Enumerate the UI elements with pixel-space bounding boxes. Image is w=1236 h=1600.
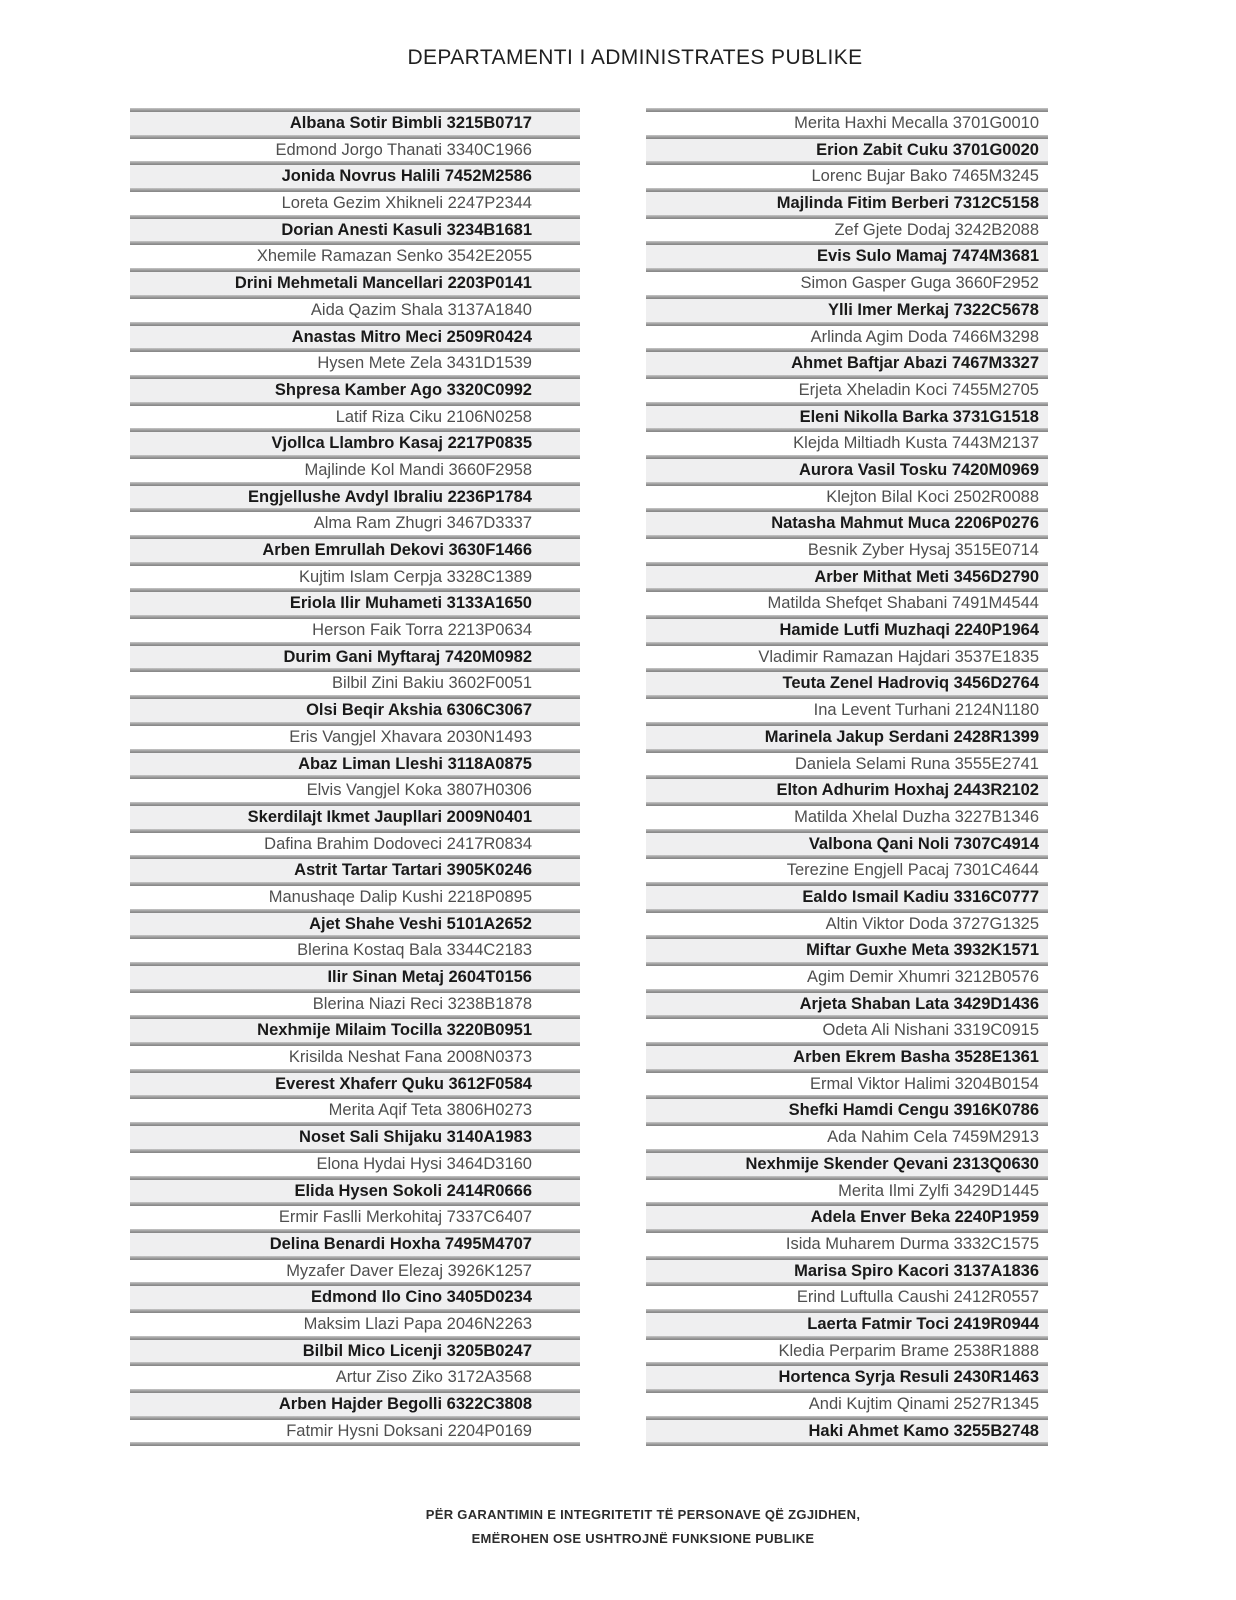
person-entry: Vladimir Ramazan Hajdari 3537E1835 (758, 647, 1039, 666)
person-entry: Eriola Ilir Muhameti 3133A1650 (289, 594, 532, 613)
person-entry: Bilbil Zini Bakiu 3602F0051 (332, 674, 532, 693)
person-entry: Besnik Zyber Hysaj 3515E0714 (807, 541, 1039, 559)
table-row (130, 1313, 580, 1336)
table-row (130, 165, 580, 188)
person-entry: Terezine Engjell Pacaj 7301C4644 (786, 861, 1039, 880)
person-entry: Teuta Zenel Hadroviq 3456D2764 (782, 674, 1039, 693)
person-entry: Loreta Gezim Xhikneli 2247P2344 (281, 194, 532, 213)
person-entry: Isida Muharem Durma 3332C1575 (785, 1234, 1039, 1253)
table-row (646, 619, 1048, 642)
person-entry: Valbona Qani Noli 7307C4914 (808, 834, 1039, 853)
table-row (130, 886, 580, 909)
table-row (646, 192, 1048, 215)
person-entry: Erjeta Xheladin Koci 7455M2705 (798, 380, 1039, 399)
table-row (646, 165, 1048, 188)
table-row (130, 833, 580, 856)
table-row (646, 806, 1048, 829)
table-row (646, 859, 1048, 882)
table-row (130, 1099, 580, 1122)
person-entry: Marinela Jakup Serdani 2428R1399 (764, 727, 1039, 746)
page-title: DEPARTAMENTI I ADMINISTRATES PUBLIKE (407, 46, 863, 69)
table-row (130, 1420, 580, 1443)
person-entry: Alma Ram Zhugri 3467D3337 (313, 514, 532, 533)
table-row (130, 512, 580, 535)
person-entry: Abaz Liman Lleshi 3118A0875 (298, 754, 532, 773)
table-row (646, 1260, 1048, 1283)
table-row (646, 1046, 1048, 1069)
person-entry: Elida Hysen Sokoli 2414R0666 (294, 1181, 532, 1200)
table-row (130, 726, 580, 749)
table-row (646, 1099, 1048, 1122)
table-row (130, 112, 580, 135)
person-entry: Kujtim Islam Cerpja 3328C1389 (299, 567, 532, 586)
person-entry: Edmond Jorgo Thanati 3340C1966 (275, 140, 532, 159)
person-entry: Ilir Sinan Metaj 2604T0156 (327, 968, 532, 986)
person-entry: Myzafer Daver Elezaj 3926K1257 (286, 1261, 532, 1280)
table-row (130, 566, 580, 589)
footer-note (0, 1503, 1236, 1550)
table-row (646, 939, 1048, 962)
table-row (130, 1046, 580, 1069)
person-entry: Ealdo Ismail Kadiu 3316C0777 (802, 887, 1039, 906)
person-entry: Olsi Beqir Akshia 6306C3067 (306, 701, 532, 720)
table-row (130, 1126, 580, 1149)
person-entry: Ermal Viktor Halimi 3204B0154 (810, 1074, 1039, 1093)
table-row (130, 432, 580, 455)
person-entry: Maksim Llazi Papa 2046N2263 (303, 1314, 532, 1333)
person-entry: Arben Emrullah Dekovi 3630F1466 (262, 541, 532, 559)
table-row (646, 646, 1048, 669)
person-entry: Natasha Mahmut Muca 2206P0276 (771, 514, 1039, 533)
person-entry: Shpresa Kamber Ago 3320C0992 (274, 380, 532, 399)
table-row (646, 672, 1048, 695)
person-entry: Ajet Shahe Veshi 5101A2652 (309, 914, 532, 933)
person-entry: Artur Ziso Ziko 3172A3568 (335, 1368, 532, 1387)
person-entry: Vjollca Llambro Kasaj 2217P0835 (271, 434, 532, 453)
person-entry: Dorian Anesti Kasuli 3234B1681 (281, 220, 532, 239)
person-entry: Majlinda Fitim Berberi 7312C5158 (776, 194, 1039, 213)
person-entry: Andi Kujtim Qinami 2527R1345 (808, 1395, 1039, 1413)
table-row (646, 245, 1048, 268)
table-row (130, 1260, 580, 1283)
table-row (130, 1153, 580, 1176)
person-entry: Haki Ahmet Kamo 3255B2748 (808, 1421, 1039, 1440)
table-row (130, 245, 580, 268)
person-entry: Manushaqe Dalip Kushi 2218P0895 (268, 887, 532, 906)
table-row (646, 326, 1048, 349)
person-entry: Laerta Fatmir Toci 2419R0944 (807, 1314, 1039, 1333)
table-row (646, 1180, 1048, 1203)
table-row (646, 1366, 1048, 1389)
person-entry: Anastas Mitro Meci 2509R0424 (291, 327, 532, 346)
table-row (646, 219, 1048, 242)
table-row (646, 432, 1048, 455)
person-entry: Daniela Selami Runa 3555E2741 (794, 754, 1039, 773)
table-row (130, 1206, 580, 1229)
person-entry: Arjeta Shaban Lata 3429D1436 (799, 994, 1039, 1013)
table-row (130, 646, 580, 669)
table-row (130, 966, 580, 989)
table-row (646, 779, 1048, 802)
table-row (646, 459, 1048, 482)
table-row (130, 1180, 580, 1203)
table-row (646, 699, 1048, 722)
person-entry: Simon Gasper Guga 3660F2952 (800, 274, 1039, 293)
person-entry: Dafina Brahim Dodoveci 2417R0834 (264, 834, 532, 853)
person-entry: Astrit Tartar Tartari 3905K0246 (294, 861, 532, 880)
table-row (130, 406, 580, 429)
person-entry: Elona Hydai Hysi 3464D3160 (316, 1154, 532, 1173)
table-row (130, 539, 580, 562)
table-row (130, 272, 580, 295)
table-row (646, 1233, 1048, 1256)
table-row (130, 1366, 580, 1389)
person-entry: Durim Gani Myftaraj 7420M0982 (283, 647, 532, 666)
person-entry: Hamide Lutfi Muzhaqi 2240P1964 (779, 621, 1039, 640)
person-entry: Eris Vangjel Xhavara 2030N1493 (289, 727, 532, 746)
table-row (646, 833, 1048, 856)
table-row (130, 139, 580, 162)
table-row (646, 1393, 1048, 1416)
table-row (646, 272, 1048, 295)
person-entry: Xhemile Ramazan Senko 3542E2055 (256, 247, 532, 266)
person-entry: Odeta Ali Nishani 3319C0915 (822, 1021, 1039, 1040)
table-row (130, 1286, 580, 1309)
table-row (646, 539, 1048, 562)
person-entry: Arben Ekrem Basha 3528E1361 (793, 1048, 1039, 1067)
person-entry: Marisa Spiro Kacori 3137A1836 (794, 1261, 1039, 1280)
person-entry: Evis Sulo Mamaj 7474M3681 (817, 247, 1039, 266)
person-entry: Nexhmije Skender Qevani 2313Q0630 (745, 1154, 1039, 1173)
table-row (646, 1073, 1048, 1096)
person-entry: Blerina Kostaq Bala 3344C2183 (297, 941, 532, 960)
table-row (130, 779, 580, 802)
person-entry: Aurora Vasil Tosku 7420M0969 (799, 460, 1039, 479)
person-entry: Klejton Bilal Koci 2502R0088 (826, 487, 1039, 506)
person-entry: Latif Riza Ciku 2106N0258 (335, 407, 532, 426)
table-row (646, 753, 1048, 776)
person-entry: Erind Luftulla Caushi 2412R0557 (796, 1288, 1039, 1307)
table-row (646, 1420, 1048, 1443)
person-entry: Matilda Xhelal Duzha 3227B1346 (794, 807, 1039, 826)
table-row (646, 352, 1048, 375)
person-entry: Adela Enver Beka 2240P1959 (810, 1208, 1039, 1227)
table-row (130, 619, 580, 642)
table-row (130, 1073, 580, 1096)
table-row (646, 512, 1048, 535)
table-row (130, 299, 580, 322)
person-entry: Elton Adhurim Hoxhaj 2443R2102 (776, 781, 1039, 800)
person-entry: Arben Hajder Begolli 6322C3808 (278, 1395, 532, 1413)
table-row (130, 939, 580, 962)
person-entry: Krisilda Neshat Fana 2008N0373 (288, 1048, 532, 1067)
table-row (130, 913, 580, 936)
person-entry: Bilbil Mico Licenji 3205B0247 (302, 1341, 532, 1360)
table-row (130, 753, 580, 776)
person-entry: Delina Benardi Hoxha 7495M4707 (269, 1234, 532, 1253)
table-row (646, 726, 1048, 749)
person-entry: Blerina Niazi Reci 3238B1878 (312, 994, 532, 1013)
table-row (130, 1019, 580, 1042)
person-entry: Matilda Shefqet Shabani 7491M4544 (767, 594, 1039, 613)
person-entry: Edmond Ilo Cino 3405D0234 (311, 1288, 532, 1307)
person-entry: Zef Gjete Dodaj 3242B2088 (834, 220, 1039, 239)
table-row (130, 486, 580, 509)
footer-line-2: EMËROHEN OSE USHTROJNË FUNKSIONE PUBLIKE (471, 1530, 815, 1546)
name-list-column-left (130, 108, 580, 1446)
table-row (130, 326, 580, 349)
footer-line-1: PËR GARANTIMIN E INTEGRITETIT TË PERSONAVE QË ZGJIDHEN, (425, 1507, 861, 1522)
table-row (130, 459, 580, 482)
person-entry: Ahmet Baftjar Abazi 7467M3327 (791, 354, 1039, 373)
person-entry: Noset Sali Shijaku 3140A1983 (299, 1128, 532, 1147)
person-entry: Elvis Vangjel Koka 3807H0306 (306, 781, 532, 800)
person-entry: Skerdilajt Ikmet Jaupllari 2009N0401 (247, 807, 532, 826)
table-row (130, 806, 580, 829)
person-entry: Erion Zabit Cuku 3701G0020 (816, 140, 1039, 159)
table-row (646, 1206, 1048, 1229)
table-row (646, 966, 1048, 989)
table-row (130, 993, 580, 1016)
table-row (646, 379, 1048, 402)
person-entry: Ermir Faslli Merkohitaj 7337C6407 (278, 1208, 532, 1227)
person-entry: Majlinde Kol Mandi 3660F2958 (304, 460, 532, 479)
table-row (130, 672, 580, 695)
table-row (646, 993, 1048, 1016)
person-entry: Merita Haxhi Mecalla 3701G0010 (794, 114, 1039, 132)
table-row (130, 592, 580, 615)
table-row (130, 1233, 580, 1256)
person-entry: Kledia Perparim Brame 2538R1888 (778, 1341, 1039, 1360)
person-entry: Shefki Hamdi Cengu 3916K0786 (788, 1101, 1039, 1120)
person-entry: Ylli Imer Merkaj 7322C5678 (828, 300, 1039, 319)
table-row (646, 112, 1048, 135)
person-entry: Arber Mithat Meti 3456D2790 (814, 567, 1039, 586)
table-row (130, 1340, 580, 1363)
person-entry: Drini Mehmetali Mancellari 2203P0141 (234, 274, 532, 293)
person-entry: Nexhmije Milaim Tocilla 3220B0951 (257, 1021, 532, 1040)
person-entry: Ina Levent Turhani 2124N1180 (813, 701, 1039, 720)
table-row (646, 566, 1048, 589)
table-row (646, 1153, 1048, 1176)
table-row (646, 913, 1048, 936)
table-row (130, 699, 580, 722)
table-row (646, 592, 1048, 615)
table-row (646, 1126, 1048, 1149)
person-entry: Ada Nahim Cela 7459M2913 (827, 1128, 1039, 1147)
person-entry: Aida Qazim Shala 3137A1840 (310, 300, 532, 319)
table-row (646, 1019, 1048, 1042)
person-entry: Altin Viktor Doda 3727G1325 (825, 914, 1039, 933)
person-entry: Eleni Nikolla Barka 3731G1518 (799, 407, 1039, 426)
table-row (646, 1340, 1048, 1363)
table-row (646, 1286, 1048, 1309)
person-entry: Merita Aqif Teta 3806H0273 (328, 1101, 532, 1120)
table-row (646, 486, 1048, 509)
table-row (130, 379, 580, 402)
table-row (130, 192, 580, 215)
table-row (130, 859, 580, 882)
table-row (646, 1313, 1048, 1336)
table-row (646, 406, 1048, 429)
name-list-column-right (646, 108, 1048, 1446)
table-row (130, 1393, 580, 1416)
person-entry: Agim Demir Xhumri 3212B0576 (806, 968, 1039, 986)
table-row (646, 139, 1048, 162)
person-entry: Hortenca Syrja Resuli 2430R1463 (778, 1368, 1039, 1387)
person-entry: Arlinda Agim Doda 7466M3298 (810, 327, 1039, 346)
table-row (130, 352, 580, 375)
person-entry: Merita Ilmi Zylfi 3429D1445 (838, 1181, 1039, 1200)
person-entry: Everest Xhaferr Quku 3612F0584 (275, 1074, 532, 1093)
person-entry: Klejda Miltiadh Kusta 7443M2137 (793, 434, 1039, 453)
person-entry: Herson Faik Torra 2213P0634 (312, 621, 532, 640)
person-entry: Miftar Guxhe Meta 3932K1571 (806, 941, 1039, 960)
table-row (646, 299, 1048, 322)
table-row (130, 219, 580, 242)
person-entry: Lorenc Bujar Bako 7465M3245 (811, 167, 1039, 186)
person-entry: Fatmir Hysni Doksani 2204P0169 (286, 1421, 532, 1440)
person-entry: Engjellushe Avdyl Ibraliu 2236P1784 (248, 487, 532, 506)
person-entry: Jonida Novrus Halili 7452M2586 (281, 167, 532, 186)
person-entry: Hysen Mete Zela 3431D1539 (317, 354, 532, 373)
person-entry: Albana Sotir Bimbli 3215B0717 (289, 114, 532, 132)
table-row (646, 886, 1048, 909)
